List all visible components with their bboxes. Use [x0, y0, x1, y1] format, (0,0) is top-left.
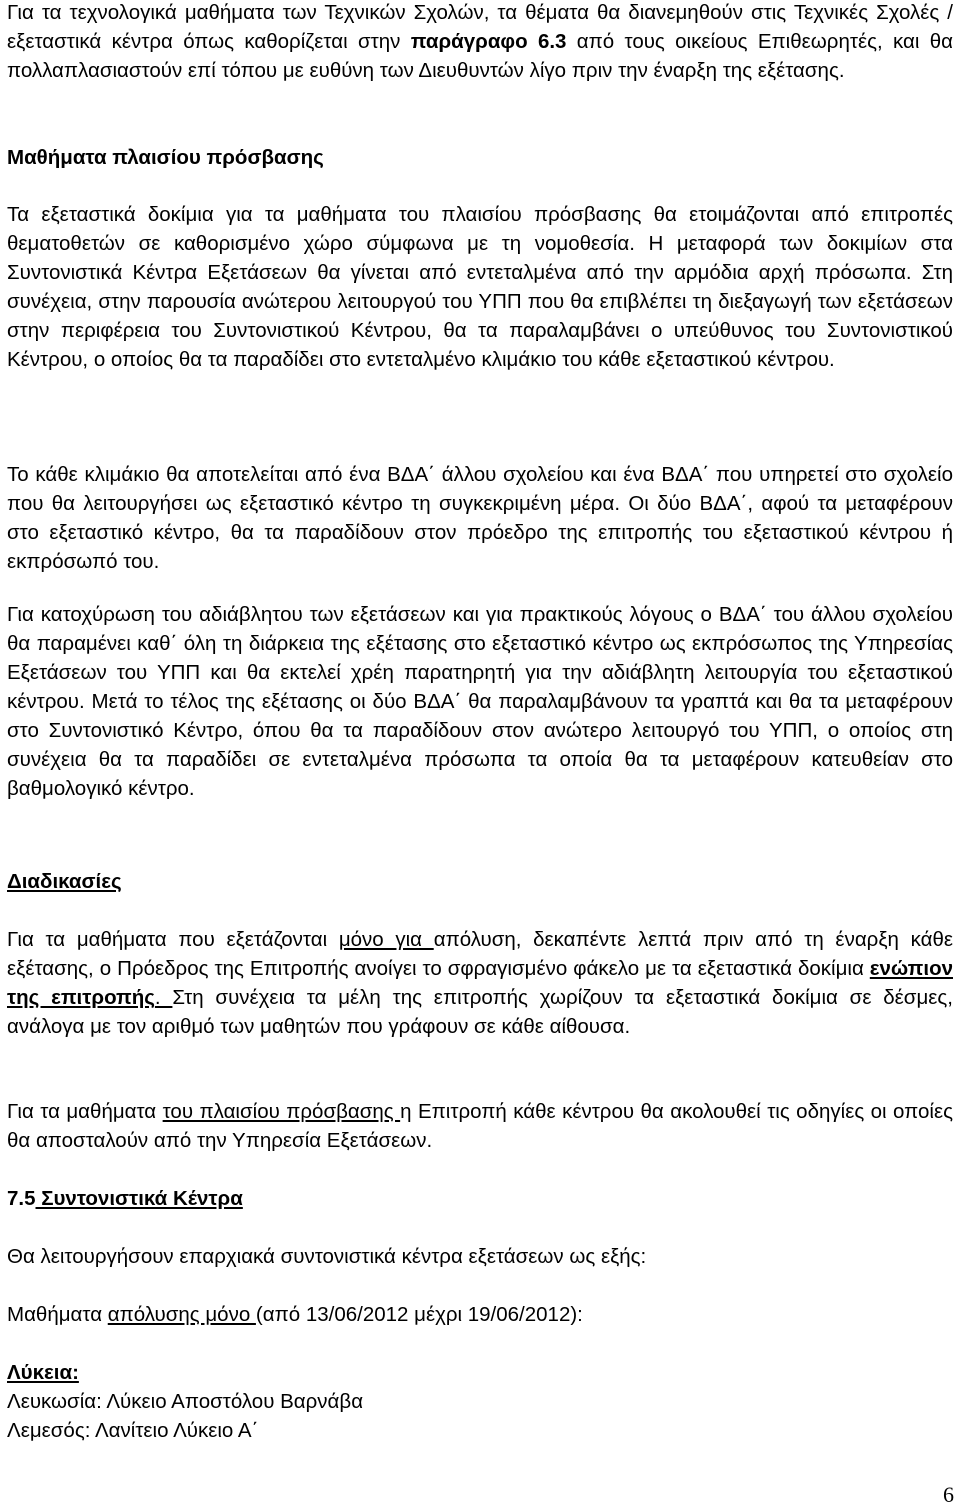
proc1-text-a: Για τα μαθήματα που εξετάζονται — [7, 928, 339, 951]
proc2-text-b: η Επιτροπή κάθε κέντρου θα ακολουθεί τις οδηγίες οι οποίες θα αποσταλούν από την Υπηρεσία Εξετάσεων. — [7, 1100, 954, 1152]
section-7-5-heading — [7, 1184, 953, 1213]
proc2-underline: του πλαισίου πρόσβασης — [162, 1100, 401, 1123]
framework-paragraph-1: Τα εξεταστικά δοκίμια για τα μαθήματα του πλαισίου πρόσβασης θα ετοιμάζονται από επιτροπές θεματοθετών σε καθορισμένο χώρο σύμφωνα με τη νομοθεσία. Η μεταφορά των δοκιμίων στα Συντονιστικά Κέντρα Εξετάσεων θα γίνεται από εντεταλμένα από την αρμόδια αρχή πρόσωπα. Στη συνέχεια, στην παρουσία ανώτερου λειτουργού του ΥΠΠ που θα επιβλέπει τη διεξαγωγή των εξετάσεων στην περιφέρεια του Συντονιστικού Κέντρου, θα τα παραλαμβάνει ο υπεύθυνος του Συντονιστικού Κέντρου, ο οποίος θα τα παραδίδει στο εντεταλμένο κλιμάκιο του κάθε εξεταστικού κέντρου. — [7, 203, 953, 371]
page-number: 6 — [943, 1482, 954, 1507]
lyceum-item-nicosia: Λευκωσία: Λύκειο Αποστόλου Βαρνάβα — [7, 1390, 364, 1413]
procedures-heading: Διαδικασίες — [7, 870, 122, 893]
proc1-text-c: Στη συνέχεια τα μέλη της επιτροπής χωρίζουν τα εξεταστικά δοκίμια σε δέσμες, ανάλογα με τον αριθμό των μαθητών που γράφουν σε κάθε αίθουσα. — [7, 986, 953, 1038]
proc1-text-b: απόλυση, δεκαπέντε λεπτά πριν από τη έναρξη κάθε εξέτασης, ο Πρόεδρος της Επιτροπής ανοίγει το σφραγισμένο φάκελο με τα εξεταστικά δοκίμια — [7, 928, 953, 980]
section-number: 7.5 — [7, 1187, 36, 1210]
intro-bold-ref: παράγραφο 6.3 — [410, 30, 567, 53]
proc1-underline-only: μόνο για — [338, 928, 434, 951]
framework-paragraph-3: Για κατοχύρωση του αδιάβλητου των εξετάσεων και για πρακτικούς λόγους ο ΒΔΑ΄ του άλλου σχολείου θα παραμένει καθ΄ όλη τη διάρκεια της εξέτασης στο εξεταστικό κέντρο ως εκπρόσωπος της Υπηρεσίας Εξετάσεων του ΥΠΠ και θα εκτελεί χρέη παρατηρητή για την αδιάβλητη λειτουργία του εξεταστικού κέντρου. Μετά το τέλος της εξέτασης οι δύο ΒΔΑ΄ θα παραλαμβάνουν τα γραπτά και θα τα μεταφέρουν στο Συντονιστικό Κέντρο, όπου θα τα παραδίδουν στον ανώτερο λειτουργό του ΥΠΠ, ο οποίος στη συνέχεια θα τα παραδίδει σε εντεταλμένα πρόσωπα τα οποία θα τα μεταφέρουν κατευθείαν στο βαθμολογικό κέντρο. — [7, 603, 953, 800]
intro-text-1: Για τα τεχνολογικά μαθήματα των Τεχνικών Σχολών, τα θέματα θα διανεμηθούν στις Τεχνικές Σχολές /εξεταστικά κέντρα όπως καθορίζεται στην — [7, 1, 953, 53]
framework-heading: Μαθήματα πλαισίου πρόσβασης — [7, 146, 324, 169]
intro-text-2: από τους οικείους Επιθεωρητές, και θα πολλαπλασιαστούν επί τόπου με ευθύνη των Διευθυντών λίγο πριν την έναρξη της εξέτασης. — [7, 30, 953, 82]
proc1-bold-underline: ενώπιον της επιτροπής — [7, 957, 953, 1009]
graduation-text-a: Μαθήματα — [7, 1303, 108, 1326]
graduation-exams-line — [7, 1300, 953, 1329]
procedures-paragraph-2 — [7, 1097, 953, 1155]
graduation-underline: απόλυσης μόνο — [107, 1303, 256, 1326]
lyceum-item-limassol: Λεμεσός: Λανίτειο Λύκειο Α΄ — [7, 1419, 259, 1442]
proc1-underline-period: . — [154, 986, 173, 1009]
graduation-dates: (από 13/06/2012 μέχρι 19/06/2012): — [255, 1303, 583, 1326]
procedures-paragraph-1 — [7, 925, 953, 1041]
section-7-5-intro: Θα λειτουργήσουν επαρχιακά συντονιστικά κέντρα εξετάσεων ως εξής: — [7, 1245, 647, 1268]
proc2-text-a: Για τα μαθήματα — [7, 1100, 163, 1123]
lyceums-label: Λύκεια: — [7, 1361, 79, 1384]
framework-paragraph-2: Το κάθε κλιμάκιο θα αποτελείται από ένα ΒΔΑ΄ άλλου σχολείου και ένα ΒΔΑ΄ που υπηρετεί στο σχολείο που θα λειτουργήσει ως εξεταστικό κέντρο τη συγκεκριμένη μέρα. Οι δύο ΒΔΑ΄, αφού τα μεταφέρουν στο εξεταστικό κέντρο, θα τα παραδίδουν στον πρόεδρο της επιτροπής του εξεταστικού κέντρου ή εκπρόσωπό του. — [7, 463, 953, 573]
section-title: Συντονιστικά Κέντρα — [35, 1187, 243, 1210]
intro-paragraph — [7, 0, 953, 85]
